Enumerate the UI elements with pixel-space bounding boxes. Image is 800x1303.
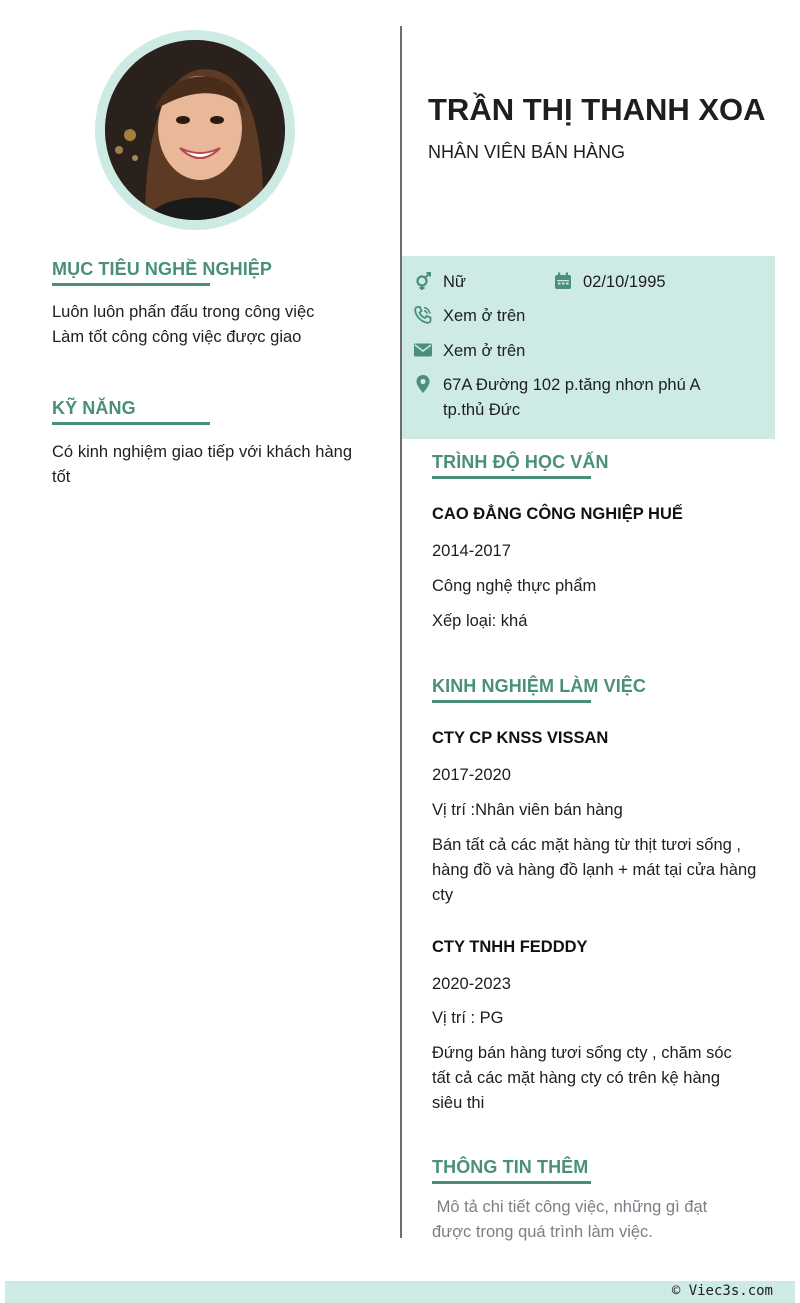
experience-underline (432, 700, 591, 703)
job-years: 2020-2023 (432, 975, 511, 993)
job-position: Vị trí :Nhân viên bán hàng (432, 801, 623, 819)
phone-icon (413, 305, 433, 325)
column-divider (400, 26, 402, 1238)
contact-address (413, 373, 700, 423)
address-value (443, 373, 700, 423)
objective-text (52, 300, 352, 350)
profile-photo-icon (105, 40, 285, 220)
education-major: Công nghệ thực phẩm (432, 577, 597, 595)
candidate-name: TRẦN THỊ THANH XOA (428, 92, 766, 127)
education-school: CAO ĐẲNG CÔNG NGHIỆP HUẾ (432, 505, 683, 523)
job-company: CTY TNHH FEDDDY (432, 938, 588, 956)
experience-title: KINH NGHIỆM LÀM VIỆC (432, 676, 647, 696)
footer-bar (5, 1281, 795, 1303)
phone-value: Xem ở trên (443, 307, 526, 325)
education-years: 2014-2017 (432, 542, 511, 560)
job-title: NHÂN VIÊN BÁN HÀNG (428, 142, 626, 162)
calendar-icon (553, 271, 573, 291)
avatar (105, 40, 285, 220)
gender-icon (413, 271, 433, 291)
job-company: CTY CP KNSS VISSAN (432, 729, 609, 747)
skills-underline (52, 422, 210, 425)
email-icon (413, 340, 433, 360)
address-line: 67A Đường 102 p.tăng nhơn phú A (443, 376, 701, 394)
extra-description[interactable]: Mô tả chi tiết công việc, những gì đạt được trong quá trình làm việc. (432, 1198, 712, 1241)
contact-gender (413, 270, 466, 295)
objective-underline (52, 283, 210, 286)
extra-title: THÔNG TIN THÊM (432, 1157, 589, 1177)
objective-line: Làm tốt công công việc được giao (52, 328, 302, 346)
job-position: Vị trí : PG (432, 1009, 504, 1027)
location-icon (413, 374, 433, 394)
education-title: TRÌNH ĐỘ HỌC VẤN (432, 452, 609, 472)
address-line: tp.thủ Đức (443, 401, 521, 419)
education-underline (432, 476, 591, 479)
copyright-text[interactable]: © Viec3s.com (671, 1283, 773, 1299)
objective-title: MỤC TIÊU NGHỀ NGHIỆP (52, 259, 273, 279)
job-description: Bán tất cả các mặt hàng từ thịt tươi sống , hàng đồ và hàng đồ lạnh + mát tại cửa hàng cty (432, 836, 757, 904)
contact-birthdate (553, 270, 666, 295)
birthdate-value: 02/10/1995 (583, 273, 666, 291)
gender-value: Nữ (443, 273, 466, 291)
extra-underline (432, 1181, 591, 1184)
skills-title: KỸ NĂNG (52, 398, 136, 418)
job-years: 2017-2020 (432, 766, 511, 784)
education-grade: Xếp loại: khá (432, 612, 528, 630)
email-value: Xem ở trên (443, 342, 526, 360)
contact-email (413, 339, 525, 364)
objective-line: Luôn luôn phấn đấu trong công việc (52, 303, 315, 321)
contact-panel (402, 256, 775, 439)
job-description: Đứng bán hàng tươi sống cty , chăm sóc tất cả các mặt hàng cty có trên kệ hàng siêu thi (432, 1044, 732, 1112)
contact-phone (413, 304, 525, 329)
skills-text: Có kinh nghiệm giao tiếp với khách hàng tốt (52, 443, 352, 486)
